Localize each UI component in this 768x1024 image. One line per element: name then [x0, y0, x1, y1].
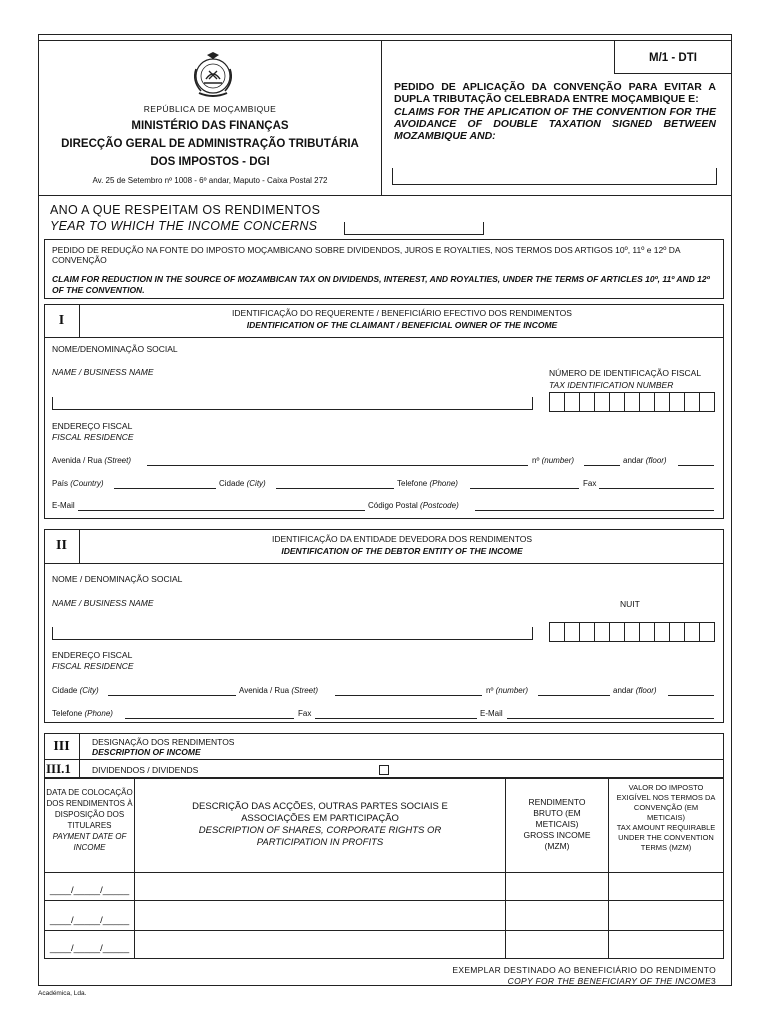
s1-fax-field[interactable]	[599, 488, 714, 489]
direction-title: DIRECÇÃO GERAL DE ADMINISTRAÇÃO TRIBUTÁRIA	[61, 138, 359, 150]
s2-addr-label-en: FISCAL RESIDENCE	[52, 661, 134, 671]
s1-postcode-label: Código Postal (Postcode)	[368, 501, 459, 510]
s2-nuit-label: NUIT	[620, 599, 640, 609]
row2-description-cell[interactable]	[135, 901, 506, 931]
row3-description-cell[interactable]	[135, 931, 506, 959]
s2-name-field[interactable]	[52, 627, 533, 640]
year-field[interactable]	[344, 222, 484, 235]
s2-city-label: Cidade (City)	[52, 686, 99, 695]
convention-country-field[interactable]	[392, 168, 717, 185]
s2-fax-field[interactable]	[315, 718, 477, 719]
s2-number-label: nº (number)	[486, 686, 529, 695]
s1-nif-label-en: TAX IDENTIFICATION NUMBER	[549, 380, 674, 390]
s1-street-field[interactable]	[147, 465, 528, 466]
s2-addr-label-pt: ENDEREÇO FISCAL	[52, 650, 133, 660]
s2-nuit-cells[interactable]	[550, 622, 715, 642]
col3-label-pt: RENDIMENTO BRUTO (EM METICAIS)	[528, 797, 586, 829]
form-code-box: M/1 - DTI	[614, 40, 732, 74]
section-3-title-en: DESCRIPTION OF INCOME	[92, 747, 201, 757]
s1-phone-label: Telefone (Phone)	[397, 479, 458, 488]
s2-floor-field[interactable]	[668, 695, 714, 696]
section-2-roman: II	[56, 538, 67, 553]
claim-text-en: CLAIM FOR REDUCTION IN THE SOURCE OF MOZAMBICAN TAX ON DIVIDENDS, INTEREST, AND ROYALTIES, UNDER THE TERMS OF ARTICLES 10º, 11º AND 12º OF THE CONVENTION.	[52, 274, 710, 295]
year-label-pt: ANO A QUE RESPEITAM OS RENDIMENTOS	[50, 203, 321, 217]
s2-street-label: Avenida / Rua (Street)	[239, 686, 319, 695]
s2-fax-label: Fax	[298, 709, 312, 718]
s2-number-field[interactable]	[538, 695, 610, 696]
dividends-label: DIVIDENDOS / DIVIDENDS	[92, 765, 199, 775]
s1-name-label-pt: NOME/DENOMINAÇÃO SOCIAL	[52, 344, 178, 354]
section-2-title-pt: IDENTIFICAÇÃO DA ENTIDADE DEVEDORA DOS RENDIMENTOS	[271, 534, 533, 544]
publisher-label: Académica, Lda.	[38, 990, 87, 997]
col2-label-pt: DESCRIÇÃO DAS ACÇÕES, OUTRAS PARTES SOCIAIS E ASSOCIAÇÕES EM PARTICIPAÇÃO	[192, 801, 448, 824]
row3-gross-cell[interactable]	[506, 931, 609, 959]
col1-label-pt: DATA DE COLOCAÇÃO DOS RENDIMENTOS À DISPOSIÇÃO DOS TITULARES	[46, 788, 133, 830]
s1-fax-label: Fax	[583, 479, 597, 488]
mozambique-emblem-icon	[187, 49, 239, 101]
s1-phone-field[interactable]	[470, 488, 579, 489]
income-table-header	[45, 779, 724, 873]
row3-date-cell[interactable]: ____/_____/_____	[45, 931, 135, 959]
s1-country-label: País (Country)	[52, 479, 104, 488]
s1-city-field[interactable]	[276, 488, 394, 489]
col2-label-en: DESCRIPTION OF SHARES, CORPORATE RIGHTS OR PARTICIPATION IN PROFITS	[198, 825, 442, 848]
s1-nif-label-pt: NÚMERO DE IDENTIFICAÇÃO FISCAL	[549, 368, 702, 378]
income-table	[44, 778, 724, 959]
section-1-title-en: IDENTIFICATION OF THE CLAIMANT / BENEFICIAL OWNER OF THE INCOME	[246, 320, 558, 330]
s2-name-label-pt: NOME / DENOMINAÇÃO SOCIAL	[52, 574, 183, 584]
claim-text-pt: PEDIDO DE REDUÇÃO NA FONTE DO IMPOSTO MOÇAMBICANO SOBRE DIVIDENDOS, JUROS E ROYALTIES, NOS TERMOS DOS ARTIGOS 10º, 11º e 12º DA CONVENÇÃO	[52, 245, 681, 265]
ministry-title: MINISTÉRIO DAS FINANÇAS	[131, 120, 289, 132]
s1-street-label: Avenida / Rua (Street)	[52, 456, 132, 465]
col4-label-pt: VALOR DO IMPOSTO EXIGÍVEL NOS TERMOS DA CONVENÇÃO (EM METICAIS)	[616, 783, 716, 822]
s2-email-label: E-Mail	[480, 709, 503, 718]
col-gross-income-header	[506, 779, 609, 873]
table-row	[45, 931, 724, 959]
section-2-title-en: IDENTIFICATION OF THE DEBTOR ENTITY OF THE INCOME	[281, 546, 523, 556]
row2-date-cell[interactable]: ____/_____/_____	[45, 901, 135, 931]
s2-phone-field[interactable]	[125, 718, 294, 719]
col4-label-en: TAX AMOUNT REQUIRABLE UNDER THE CONVENTION TERMS (MZM)	[616, 823, 716, 852]
s2-email-field[interactable]	[507, 718, 714, 719]
s1-floor-field[interactable]	[678, 465, 714, 466]
section-3-title-pt: DESIGNAÇÃO DOS RENDIMENTOS	[92, 737, 235, 747]
row1-tax-cell[interactable]	[609, 873, 724, 901]
s1-number-field[interactable]	[584, 465, 620, 466]
s1-addr-label-en: FISCAL RESIDENCE	[52, 432, 134, 442]
row1-description-cell[interactable]	[135, 873, 506, 901]
copy-number: 3	[710, 976, 716, 986]
s1-email-label: E-Mail	[52, 501, 75, 510]
section-3-1-roman: III.1	[46, 761, 71, 776]
s1-country-field[interactable]	[114, 488, 216, 489]
section-1-body	[44, 337, 724, 519]
col-tax-amount-header	[609, 779, 724, 873]
row3-tax-cell[interactable]	[609, 931, 724, 959]
s1-city-label: Cidade (City)	[219, 479, 266, 488]
col-payment-date-header	[45, 779, 135, 873]
col-description-header	[135, 779, 506, 873]
s2-street-field[interactable]	[335, 695, 482, 696]
dividends-checkbox[interactable]	[379, 765, 389, 775]
s1-postcode-field[interactable]	[475, 510, 714, 511]
row2-gross-cell[interactable]	[506, 901, 609, 931]
section-2-body	[44, 563, 724, 723]
request-text-pt: PEDIDO DE APLICAÇÃO DA CONVENÇÃO PARA EVITAR A DUPLA TRIBUTAÇÃO CELEBRADA ENTRE MOÇAMBIQUE E:	[394, 81, 716, 105]
republic-label: REPÚBLICA DE MOÇAMBIQUE	[143, 104, 277, 114]
row2-tax-cell[interactable]	[609, 901, 724, 931]
dgi-address: Av. 25 de Setembro nº 1008 - 6º andar, Maputo - Caixa Postal 272	[92, 176, 328, 185]
s2-floor-label: andar (floor)	[613, 686, 657, 695]
section-3-roman: III	[53, 739, 70, 754]
row1-date-cell[interactable]: ____/_____/_____	[45, 873, 135, 901]
copy-label-en: COPY FOR THE BENEFICIARY OF THE INCOME3	[507, 976, 716, 986]
copy-label-pt: EXEMPLAR DESTINADO AO BENEFICIÁRIO DO RENDIMENTO	[452, 965, 716, 975]
section-1-title-pt: IDENTIFICAÇÃO DO REQUERENTE / BENEFICIÁRIO EFECTIVO DOS RENDIMENTOS	[232, 308, 572, 318]
col1-label-en: PAYMENT DATE OF INCOME	[52, 832, 127, 852]
row1-gross-cell[interactable]	[506, 873, 609, 901]
s1-floor-label: andar (floor)	[623, 456, 667, 465]
s2-phone-label: Telefone (Phone)	[52, 709, 113, 718]
s1-number-label: nº (number)	[532, 456, 575, 465]
table-row	[45, 901, 724, 931]
s1-nif-cells[interactable]	[550, 392, 715, 412]
s1-email-field[interactable]	[78, 510, 365, 511]
table-row	[45, 873, 724, 901]
year-label-en: YEAR TO WHICH THE INCOME CONCERNS	[50, 219, 318, 233]
s1-name-label-en: NAME / BUSINESS NAME	[52, 367, 154, 377]
col3-label-en: GROSS INCOME (MZM)	[523, 830, 591, 851]
s1-name-field[interactable]	[52, 397, 533, 410]
s2-name-label-en: NAME / BUSINESS NAME	[52, 598, 154, 608]
dgi-title: DOS IMPOSTOS - DGI	[150, 156, 270, 168]
section-1-roman: I	[58, 313, 65, 328]
request-text-en: CLAIMS FOR THE APLICATION OF THE CONVENTION FOR THE AVOIDANCE OF DOUBLE TAXATION SIGNED BETWEEN MOZAMBIQUE AND:	[394, 106, 716, 142]
s2-city-field[interactable]	[108, 695, 236, 696]
s1-addr-label-pt: ENDEREÇO FISCAL	[52, 421, 133, 431]
